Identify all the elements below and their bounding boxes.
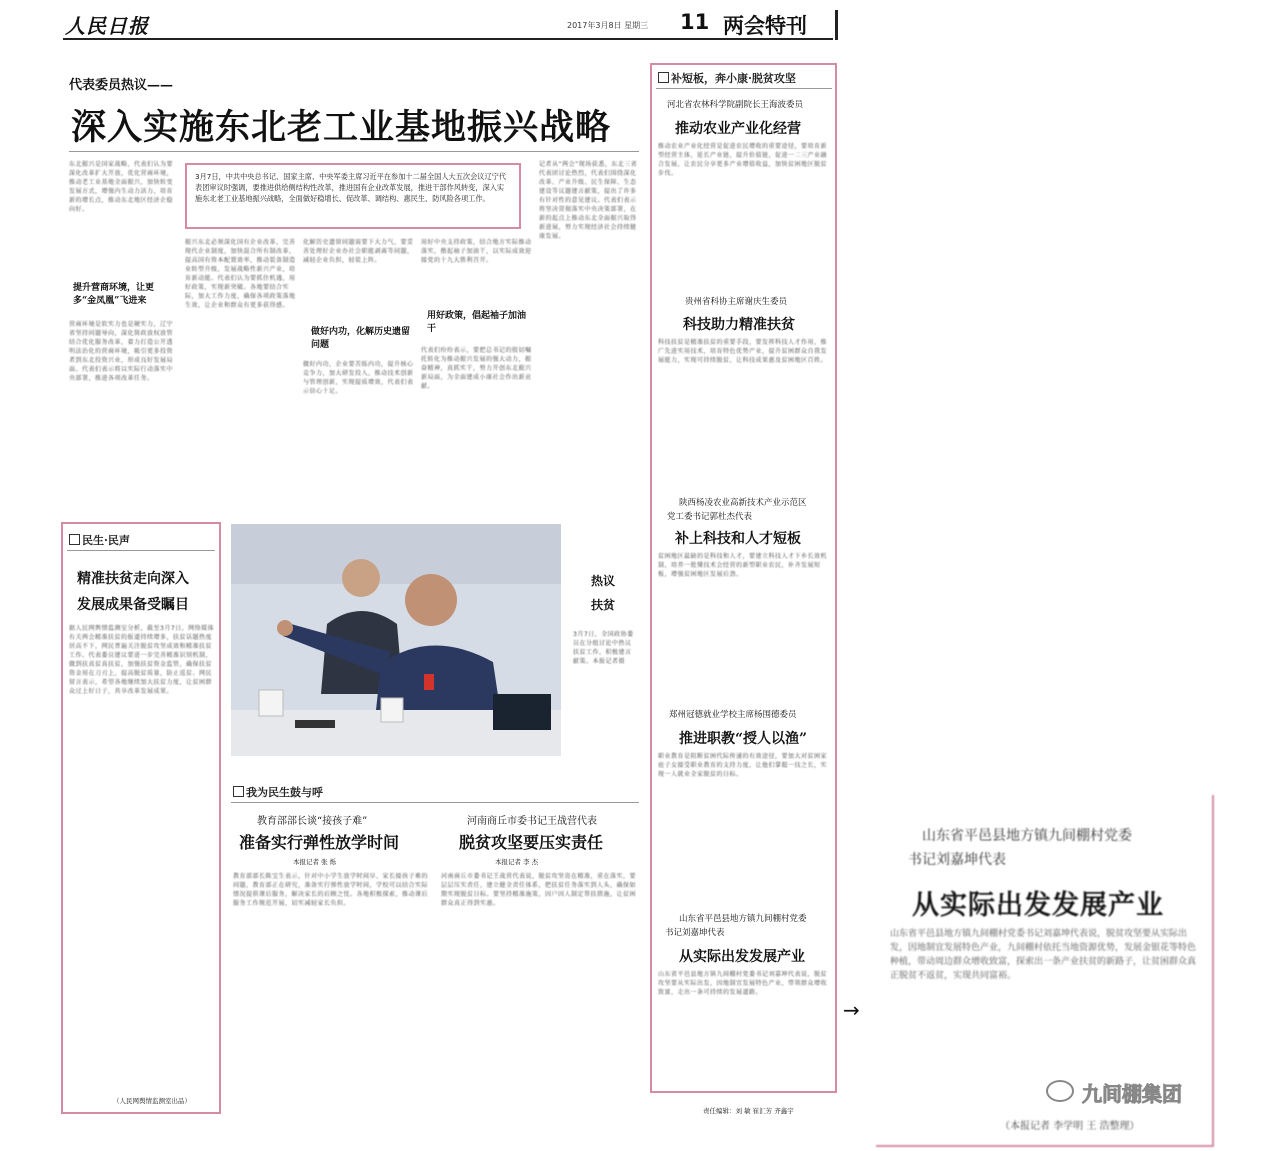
top-col-4a: 用好中央支持政策，结合地方实际推动落实，撸起袖子加油干，以实际成效迎接党的十九大胜利召开。	[421, 239, 532, 264]
bottom-right-kicker: 河南商丘市委书记王战营代表	[467, 816, 597, 827]
top-rule	[69, 151, 639, 152]
section-icon	[69, 534, 80, 545]
section-icon	[233, 786, 244, 797]
right-item-5-rep-2: 书记刘嘉坤代表	[665, 928, 725, 938]
news-photo	[231, 524, 561, 756]
right-item-3-title: 补上科技和人才短板	[675, 531, 801, 547]
bottom-header	[233, 784, 323, 800]
masthead-rule	[63, 38, 833, 40]
bottom-left-kicker: 教育部部长谈“接孩子难”	[257, 816, 368, 827]
minsheng-header	[69, 532, 130, 548]
top-col-3a: 化解历史遗留问题需要下大力气，要妥善处理好企业办社会职能剥离等问题，减轻企业负担，轻装上阵。	[303, 239, 414, 264]
right-item-5-body: 山东省平邑县地方镇九间棚村党委书记刘嘉坤代表说，脱贫攻坚要从实际出发，因地制宜发展特色产业，带领群众增收致富，走出一条可持续的发展道路。	[658, 971, 828, 996]
right-column-header-text: 补短板，奔小康·脱贫攻坚	[671, 72, 796, 85]
right-item-1-title: 推动农业产业化经营	[675, 121, 801, 137]
right-item-5-rep-1: 山东省平邑县地方镇九间棚村党委	[679, 914, 807, 924]
top-summary-box	[185, 163, 521, 229]
bottom-left-byline: 本报记者 张 烁	[293, 858, 337, 866]
top-headline: 深入实施东北老工业基地振兴战略	[71, 107, 612, 148]
top-summary: 3月7日，中共中央总书记、国家主席、中央军委主席习近平在参加十二届全国人大五次会议辽宁代表团审议时强调，要推进供给侧结构性改革，推进国有企业改革发展，推进干部作风转变，深入实施东北老工业基地振兴战略，全面做好稳增长、促改革、调结构、惠民生、防风险各项工作。	[195, 172, 507, 203]
top-subhead-2: 做好内功，化解历史遗留问题	[311, 327, 411, 350]
bottom-header-rule	[231, 802, 639, 803]
bottom-left-body: 教育部部长陈宝生表示，针对中小学生放学时间早、家长接孩子难的问题，教育部正在研究，准备实行弹性放学时间，学校可以结合实际情况提供课后服务，解决家长的后顾之忧。各地积极探索，推动课后服务工作规范开展，切实减轻家长负担。	[233, 873, 429, 907]
bottom-left-title: 准备实行弹性放学时间	[239, 833, 400, 852]
masthead-date: 2017年3月8日 星期三	[567, 21, 649, 30]
right-item-1-body: 推动农业产业化经营是促进农民增收的重要途径，要培育新型经营主体，延长产业链，提升价值链，促进一二三产业融合发展，让农民分享更多产业增值收益，加快贫困地区脱贫步伐。	[658, 143, 828, 177]
top-col-1a: 东北振兴是国家战略，代表们认为要深化改革扩大开放，优化营商环境，推动老工业基地全面振兴，加快转变发展方式，增强内生动力活力，培育新的增长点，推动东北地区经济企稳向好。	[69, 161, 174, 213]
right-item-2-title: 科技助力精准扶贫	[683, 317, 795, 333]
right-item-4-rep: 郑州冠德就业学校主席杨围德委员	[669, 710, 797, 720]
zoom-reporter: （本报记者 李学明 王 浩整理）	[1000, 1121, 1140, 1132]
top-col-3b: 做好内功，企业要苦练内功，提升核心竞争力，加大研发投入，推动技术创新与管理创新，实现提质增效，代表们表示信心十足。	[303, 361, 414, 395]
top-col-4b: 代表们纷纷表示，要把总书记的殷切嘱托转化为推动振兴发展的强大动力，振奋精神，真抓实干，努力开创东北振兴新局面，为全面建成小康社会作出新贡献。	[421, 347, 532, 390]
bottom-header-text: 我为民生鼓与呼	[246, 786, 323, 799]
photo-illustration	[231, 524, 561, 756]
top-col-5: 记者从“两会”现场获悉，东北三省代表团讨论热烈，代表们围绕深化改革、产业升级、民生保障、生态建设等议题建言献策，提出了许多有针对性的意见建议。代表们表示将坚决贯彻落实中央决策部署，在新的起点上推动东北全面振兴取得新进展，努力实现经济社会持续健康发展。	[539, 161, 638, 240]
masthead-logo: 人民日报	[65, 14, 149, 38]
masthead-bracket	[835, 10, 838, 40]
right-item-1-rep: 河北省农林科学院副院长王海波委员	[667, 100, 804, 110]
section-icon	[658, 72, 669, 83]
zoom-rep-2: 书记刘嘉坤代表	[908, 852, 1006, 868]
photo-caption-title-2: 扶贫	[591, 598, 616, 612]
bottom-right-title: 脱贫攻坚要压实责任	[459, 833, 604, 852]
minsheng-title-2: 发展成果备受瞩目	[77, 597, 189, 613]
minsheng-title-1: 精准扶贫走向深入	[77, 571, 189, 587]
top-kicker: 代表委员热议——	[69, 78, 174, 93]
minsheng-rule	[67, 550, 215, 551]
right-item-4-body: 职业教育是阻断贫困代际传递的有效途径，要加大对贫困家庭子女接受职业教育的支持力度，让他们掌握一技之长，实现一人就业全家脱贫的目标。	[658, 753, 828, 778]
top-col-2: 振兴东北必须深化国有企业改革，完善现代企业制度，加快混合所有制改革，提高国有资本配置效率，推动装备制造业转型升级，发展战略性新兴产业，培育新动能。代表们认为要抓住机遇，用好政策，实现新突破。各地要结合实际，加大工作力度，确保各项政策落地生效，让企业和群众有更多获得感。	[185, 239, 296, 309]
top-subhead-3: 用好政策，倡起袖子加油干	[427, 311, 527, 334]
page-section: 两会特刊	[723, 14, 807, 38]
right-item-4-title: 推进职教“授人以渔”	[679, 731, 808, 747]
newspaper-page	[55, 0, 845, 1121]
right-item-5-title: 从实际出发发展产业	[679, 949, 805, 965]
right-item-3-rep-1: 陕西杨凌农业高新技术产业示范区	[679, 498, 807, 508]
bottom-right-body: 河南商丘市委书记王战营代表说，脱贫攻坚贵在精准，重在落实，要层层压实责任，建立健全责任体系，把扶贫任务落实到人头，确保如期实现脱贫目标。要坚持精准施策，因户因人制定帮扶措施，让贫困群众真正得到实惠。	[441, 873, 637, 907]
minsheng-footer: （人民网舆情监测室出品）	[113, 1097, 191, 1105]
watermark-text: 九间棚集团	[1082, 1082, 1182, 1106]
top-col-1b: 营商环境是软实力也是硬实力，辽宁省坚持问题导向，深化简政放权放管结合优化服务改革，着力打造公开透明法治化的营商环境，吸引更多投资者到东北投资兴业，形成良好发展局面。代表们表示将以实际行动落实中央部署，推进各项改革任务。	[69, 321, 174, 382]
bottom-right-byline: 本报记者 李 杰	[495, 858, 539, 866]
zoom-body: 山东省平邑县地方镇九间棚村党委书记刘嘉坤代表说，脱贫攻坚要从实际出发，因地制宜发展特色产业，九间棚村依托当地资源优势，发展金银花等特色种植，带动周边群众增收致富，探索出一条产业扶贫的新路子，让贫困群众真正脱贫不返贫，实现共同富裕。	[890, 929, 1197, 981]
right-header-rule	[656, 88, 832, 89]
page-number: 11	[680, 10, 710, 34]
photo-caption-body: 3月7日，全国政协委员在分组讨论中热议扶贫工作，积极建言献策。本报记者摄	[573, 631, 634, 665]
photo-caption-title-1: 热议	[591, 574, 616, 588]
right-item-2-rep: 贵州省科协主席谢庆生委员	[685, 297, 788, 307]
wechat-icon	[1046, 1080, 1074, 1102]
right-column-header	[658, 70, 796, 86]
zoom-rep-1: 山东省平邑县地方镇九间棚村党委	[922, 828, 1132, 844]
minsheng-header-text: 民生·民声	[82, 534, 130, 547]
arrow-indicator: →	[843, 998, 860, 1022]
minsheng-body: 据人民网舆情监测室分析，截至3月7日，网络媒体有关两会精准扶贫的报道持续增多，扶贫话题热度居高不下，网民普遍关注脱贫攻坚成效和精准扶贫工作。代表委员建议要进一步完善精准识别机制，做到扶真贫真扶贫，加强扶贫资金监管，确保扶贫资金用在刀刃上，提高脱贫质量，防止返贫。网民留言表示，希望各地继续加大扶贫力度，让贫困群众过上好日子，共享改革发展成果。	[69, 625, 215, 695]
right-item-2-body: 科技扶贫是精准扶贫的重要手段，要发挥科技人才作用，推广先进实用技术，培育特色优势产业，提升贫困群众自我发展能力，实现可持续脱贫，让科技成果惠及贫困地区百姓。	[658, 339, 828, 364]
right-item-3-rep-2: 党工委书记郭杜杰代表	[667, 512, 753, 522]
right-item-3-body: 贫困地区最缺的是科技和人才，要建立科技人才下乡长效机制，培养一批懂技术会经营的新型职业农民，补齐发展短板，增强贫困地区发展后劲。	[658, 553, 828, 578]
footer-credit: 责任编辑：刘 敏 崔汇芳 齐鑫宇	[703, 1107, 794, 1115]
zoom-title: 从实际出发发展产业	[912, 890, 1164, 921]
top-subhead-1: 提升营商环境，让更多“金凤凰”飞进来	[73, 283, 155, 306]
